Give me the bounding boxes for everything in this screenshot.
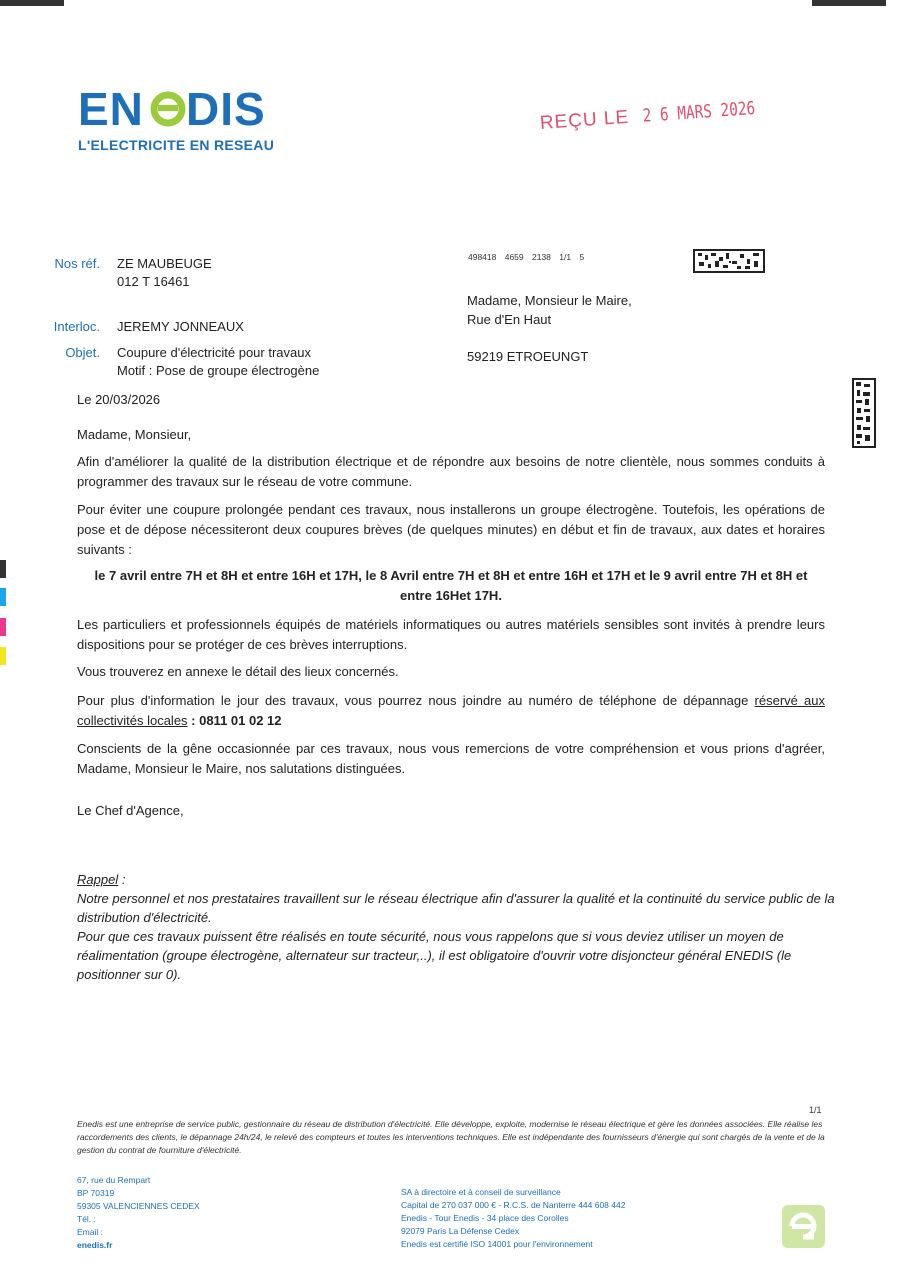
svg-text:EN: EN bbox=[78, 85, 144, 135]
agency-address bbox=[77, 1174, 200, 1252]
legal-line4: 92079 Paris La Défense Cedex bbox=[401, 1226, 520, 1236]
paragraph-3: Les particuliers et professionnels équipés de matériels informatiques ou autres matériels sensibles sont invités à prendre leurs dispositions pour se protéger de ces brèves interruptions. bbox=[77, 617, 825, 652]
legal-line5: Enedis est certifié ISO 14001 pour l'environnement bbox=[401, 1239, 593, 1249]
interloc-value: JEREMY JONNEAUX bbox=[117, 319, 244, 334]
paragraph-5 bbox=[77, 691, 825, 731]
agency-address-line1: 67, rue du Rempart bbox=[77, 1175, 151, 1185]
paragraph-1: Afin d'améliorer la qualité de la distribution électrique et de répondre aux besoins de notre clientèle, nous sommes conduits à programmer des travaux sur le réseau de votre commune. bbox=[77, 454, 825, 489]
company-description: Enedis est une entreprise de service public, gestionnaire du réseau de distribution d'électricité. Elle développe, exploite, modernise le réseau électrique et gère les données associées. Elle réalise les raccordements des clients, le dépannage 24h/24, le relevé des compteurs et toutes les interventions techniques. Elle est indépendante des fournisseurs d'énergie qui sont chargés de la vente et de la gestion du contrat de fourniture d'électricité. bbox=[77, 1119, 825, 1155]
enedis-emblem-icon bbox=[782, 1205, 825, 1248]
agency-address-line3: 59305 VALENCIENNES CEDEX bbox=[77, 1201, 200, 1211]
scan-edge-mark-left bbox=[0, 0, 64, 6]
letter-greeting: Madame, Monsieur, bbox=[77, 427, 192, 442]
helpdesk-phone: : 0811 01 02 12 bbox=[187, 713, 282, 728]
letter-signoff: Le Chef d'Agence, bbox=[77, 803, 184, 818]
print-mark-cyan bbox=[0, 588, 6, 606]
recipient-line1: Madame, Monsieur le Maire, bbox=[467, 293, 632, 308]
objet-line2: Motif : Pose de groupe électrogène bbox=[117, 363, 320, 378]
objet-label: Objet. bbox=[65, 345, 100, 360]
reserved-line-text: réservé aux collectivités locales bbox=[77, 693, 826, 728]
nos-ref-label: Nos réf. bbox=[54, 256, 100, 271]
print-mark-yellow bbox=[0, 647, 6, 665]
recipient-line3: 59219 ETROEUNGT bbox=[467, 349, 589, 364]
rappel-title: Rappel bbox=[77, 872, 119, 887]
recipient-line2: Rue d'En Haut bbox=[467, 312, 552, 327]
outage-schedule: le 7 avril entre 7H et 8H et entre 16H et 17H, le 8 Avril entre 7H et 8H et entre 16H et 17H et le 9 avril entre 7H et 8H et entre 16Het 17H. bbox=[94, 568, 808, 603]
svg-text:DIS: DIS bbox=[186, 85, 266, 135]
stamp-date: 2 6 MARS 2026 bbox=[642, 97, 757, 127]
rappel-line1: Notre personnel et nos prestataires travaillent sur le réseau électrique afin d'assurer la qualité et la continuité du service public de la distribution d'électricité. bbox=[77, 891, 835, 925]
rappel-block bbox=[77, 870, 837, 984]
legal-line2: Capital de 270 037 000 € - R.C.S. de Nanterre 444 608 442 bbox=[401, 1200, 626, 1210]
paragraph-5-text: Pour plus d'information le jour des travaux, vous pourrez nous joindre au numéro de téléphone de dépannage bbox=[77, 693, 755, 708]
paragraph-2: Pour éviter une coupure prolongée pendant ces travaux, nous installerons un groupe électrogène. Toutefois, les opérations de pose et de dépose nécessiteront deux coupures brèves (de quelques minutes) en début et fin de travaux, aux dates et horaires suivants : bbox=[77, 502, 825, 557]
paragraph-4: Vous trouverez en annexe le détail des lieux concernés. bbox=[77, 664, 399, 679]
legal-line1: SA à directoire et à conseil de surveillance bbox=[401, 1187, 561, 1197]
print-mark-black bbox=[0, 560, 6, 578]
rappel-line2: Pour que ces travaux puissent être réalisés en toute sécurité, nous vous rappelons que si vous deviez utiliser un moyen de réalimentation (groupe électrogène, alternateur sur tracteur,..), il est obligatoire d'ouvrir votre disjoncteur général ENEDIS (le positionner sur 0). bbox=[77, 929, 792, 982]
legal-info bbox=[401, 1186, 625, 1251]
datamatrix-barcode bbox=[693, 249, 765, 273]
nos-ref-line1: ZE MAUBEUGE bbox=[117, 256, 212, 271]
print-mark-magenta bbox=[0, 618, 6, 636]
logo-tagline: L'ELECTRICITE EN RESEAU bbox=[78, 137, 275, 153]
letter-date: Le 20/03/2026 bbox=[77, 392, 161, 407]
interloc-label: Interloc. bbox=[53, 319, 100, 334]
objet-line1: Coupure d'électricité pour travaux bbox=[117, 345, 311, 360]
paragraph-6: Conscients de la gêne occasionnée par ces travaux, nous vous remercions de votre compréhension et vous prions d'agréer, Madame, Monsieur le Maire, nos salutations distinguées. bbox=[77, 741, 825, 776]
agency-address-line2: BP 70319 bbox=[77, 1188, 115, 1198]
website-link[interactable]: enedis.fr bbox=[77, 1240, 113, 1250]
received-stamp bbox=[539, 96, 784, 135]
stamp-label: REÇU LE bbox=[539, 106, 630, 134]
vertical-barcode bbox=[852, 378, 876, 448]
scan-edge-mark-right bbox=[812, 0, 886, 6]
rappel-title-suffix: : bbox=[118, 872, 126, 887]
legal-line3: Enedis - Tour Enedis - 34 place des Corolles bbox=[401, 1213, 569, 1223]
nos-ref-line2: 012 T 16461 bbox=[117, 274, 190, 289]
agency-tel: Tél. : bbox=[77, 1214, 96, 1224]
mail-routing-code: 498418 4659 2138 1/1 5 bbox=[468, 252, 585, 262]
page-number: 1/1 bbox=[809, 1105, 822, 1115]
rappel-heading bbox=[77, 870, 837, 889]
agency-email: Email : bbox=[77, 1227, 103, 1237]
